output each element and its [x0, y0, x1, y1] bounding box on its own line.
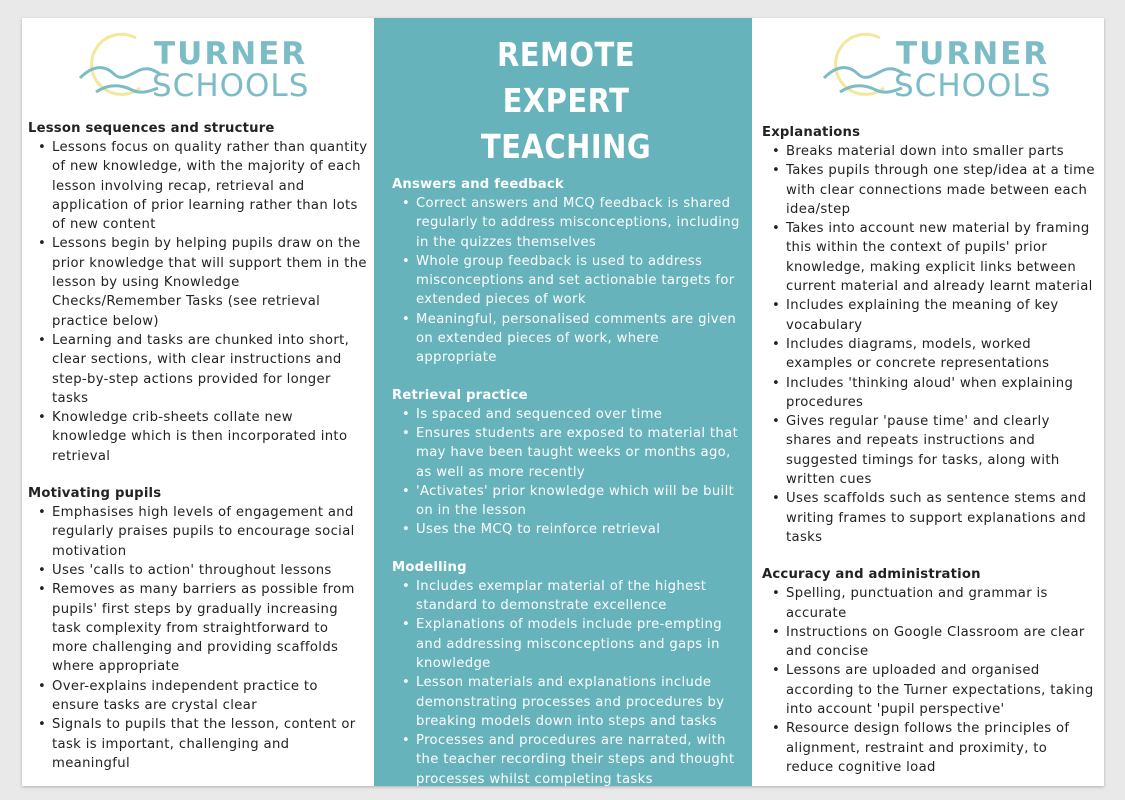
- list-item: • Lessons are uploaded and organised according to the Turner expectations, taking into account 'pupil perspective': [786, 661, 1098, 719]
- modelling-list: [392, 577, 740, 786]
- list-item: • Knowledge crib-sheets collate new knowledge which is then incorporated into retrieval: [52, 408, 368, 466]
- list-item: • Correct answers and MCQ feedback is shared regularly to address misconceptions, including in the quizzes themselves: [416, 194, 740, 252]
- list-item: • Processes and procedures are narrated, with the teacher recording their steps and thought processes whilst completing tasks: [416, 731, 740, 786]
- list-item: • Emphasises high levels of engagement and regularly praises pupils to encourage social motivation: [52, 503, 368, 561]
- answers-feedback-list: [392, 194, 740, 368]
- right-column: [752, 18, 1104, 786]
- page-title: REMOTE EXPERT TEACHING: [480, 35, 652, 166]
- list-item: • Takes pupils through one step/idea at a time with clear connections made between each idea/step: [786, 161, 1098, 219]
- section-heading-modelling: Modelling: [392, 559, 467, 575]
- left-column: [22, 18, 374, 786]
- section-heading-answers-feedback: Answers and feedback: [392, 177, 564, 192]
- list-item: • Includes exemplar material of the highest standard to demonstrate excellence: [416, 577, 740, 616]
- list-item: • Breaks material down into smaller parts: [786, 142, 1098, 161]
- list-item: • Uses scaffolds such as sentence stems and writing frames to support explanations and tasks: [786, 489, 1098, 547]
- logo-word-schools: SCHOOLS: [152, 68, 310, 104]
- list-item: • Uses 'calls to action' throughout lessons: [52, 561, 368, 580]
- lesson-sequences-list: [28, 138, 368, 466]
- list-item: • Takes into account new material by framing this within the context of pupils' prior knowledge, making explicit links between current material and already learnt material: [786, 219, 1098, 296]
- list-item: • Removes as many barriers as possible from pupils' first steps by gradually increasing task complexity from straightforward to more challenging and providing scaffolds where appropriate: [52, 580, 368, 676]
- list-item: • Ensures students are exposed to material that may have been taught weeks or months ago, as well as more recently: [416, 424, 740, 482]
- list-item: • Lessons focus on quality rather than quantity of new knowledge, with the majority of each lesson involving recap, retrieval and application of prior learning rather than lots of new content: [52, 138, 368, 234]
- list-item: • Over-explains independent practice to ensure tasks are crystal clear: [52, 677, 368, 716]
- explanations-list: [762, 142, 1098, 547]
- list-item: • Includes 'thinking aloud' when explaining procedures: [786, 374, 1098, 413]
- list-item: • Is spaced and sequenced over time: [416, 405, 740, 424]
- list-item: • Explanations of models include pre-empting and addressing misconceptions and gaps in knowledge: [416, 615, 740, 673]
- section-heading-lesson-sequences: Lesson sequences and structure: [28, 121, 275, 136]
- section-heading-motivating-pupils: Motivating pupils: [28, 486, 162, 502]
- logo-word-turner: TURNER: [154, 36, 308, 72]
- list-item: • Includes explaining the meaning of key vocabulary: [786, 296, 1098, 335]
- list-item: • Spelling, punctuation and grammar is accurate: [786, 584, 1098, 623]
- section-heading-retrieval-practice: Retrieval practice: [392, 387, 528, 403]
- sun-wave-logo-icon: [74, 30, 164, 102]
- middle-column: [374, 18, 752, 786]
- list-item: • Meaningful, personalised comments are given on extended pieces of work, where appropriate: [416, 310, 740, 368]
- list-item: • Whole group feedback is used to address misconceptions and set actionable targets for extended pieces of work: [416, 252, 740, 310]
- list-item: • Instructions on Google Classroom are clear and concise: [786, 623, 1098, 662]
- retrieval-practice-list: [392, 405, 740, 540]
- turner-schools-logo-left: [28, 18, 368, 106]
- list-item: • Resource design follows the principles of alignment, restraint and proximity, to reduce cognitive load: [786, 719, 1098, 777]
- list-item: • Uses the MCQ to reinforce retrieval: [416, 520, 740, 539]
- list-item: • Lessons begin by helping pupils draw on the prior knowledge that will support them in the lesson by using Knowledge Checks/Remember Tasks (see retrieval practice below): [52, 234, 368, 330]
- list-item: • Gives regular 'pause time' and clearly shares and repeats instructions and suggested timings for tasks, along with written cues: [786, 412, 1098, 489]
- document-sheet: [22, 18, 1104, 786]
- motivating-pupils-list: [28, 503, 368, 773]
- logo-word-turner: TURNER: [896, 36, 1050, 72]
- list-item: • Lesson materials and explanations include demonstrating processes and procedures by breaking models down into steps and tasks: [416, 673, 740, 731]
- list-item: • Learning and tasks are chunked into short, clear sections, with clear instructions and step-by-step actions provided for longer tasks: [52, 331, 368, 408]
- section-heading-accuracy-administration: Accuracy and administration: [762, 567, 981, 583]
- turner-schools-logo-right: [762, 18, 1098, 106]
- accuracy-administration-list: [762, 584, 1098, 777]
- list-item: • Includes diagrams, models, worked examples or concrete representations: [786, 335, 1098, 374]
- logo-word-schools: SCHOOLS: [894, 68, 1052, 104]
- section-heading-explanations: Explanations: [762, 125, 861, 140]
- list-item: • Signals to pupils that the lesson, content or task is important, challenging and meaningful: [52, 715, 368, 773]
- list-item: • 'Activates' prior knowledge which will be built on in the lesson: [416, 482, 740, 521]
